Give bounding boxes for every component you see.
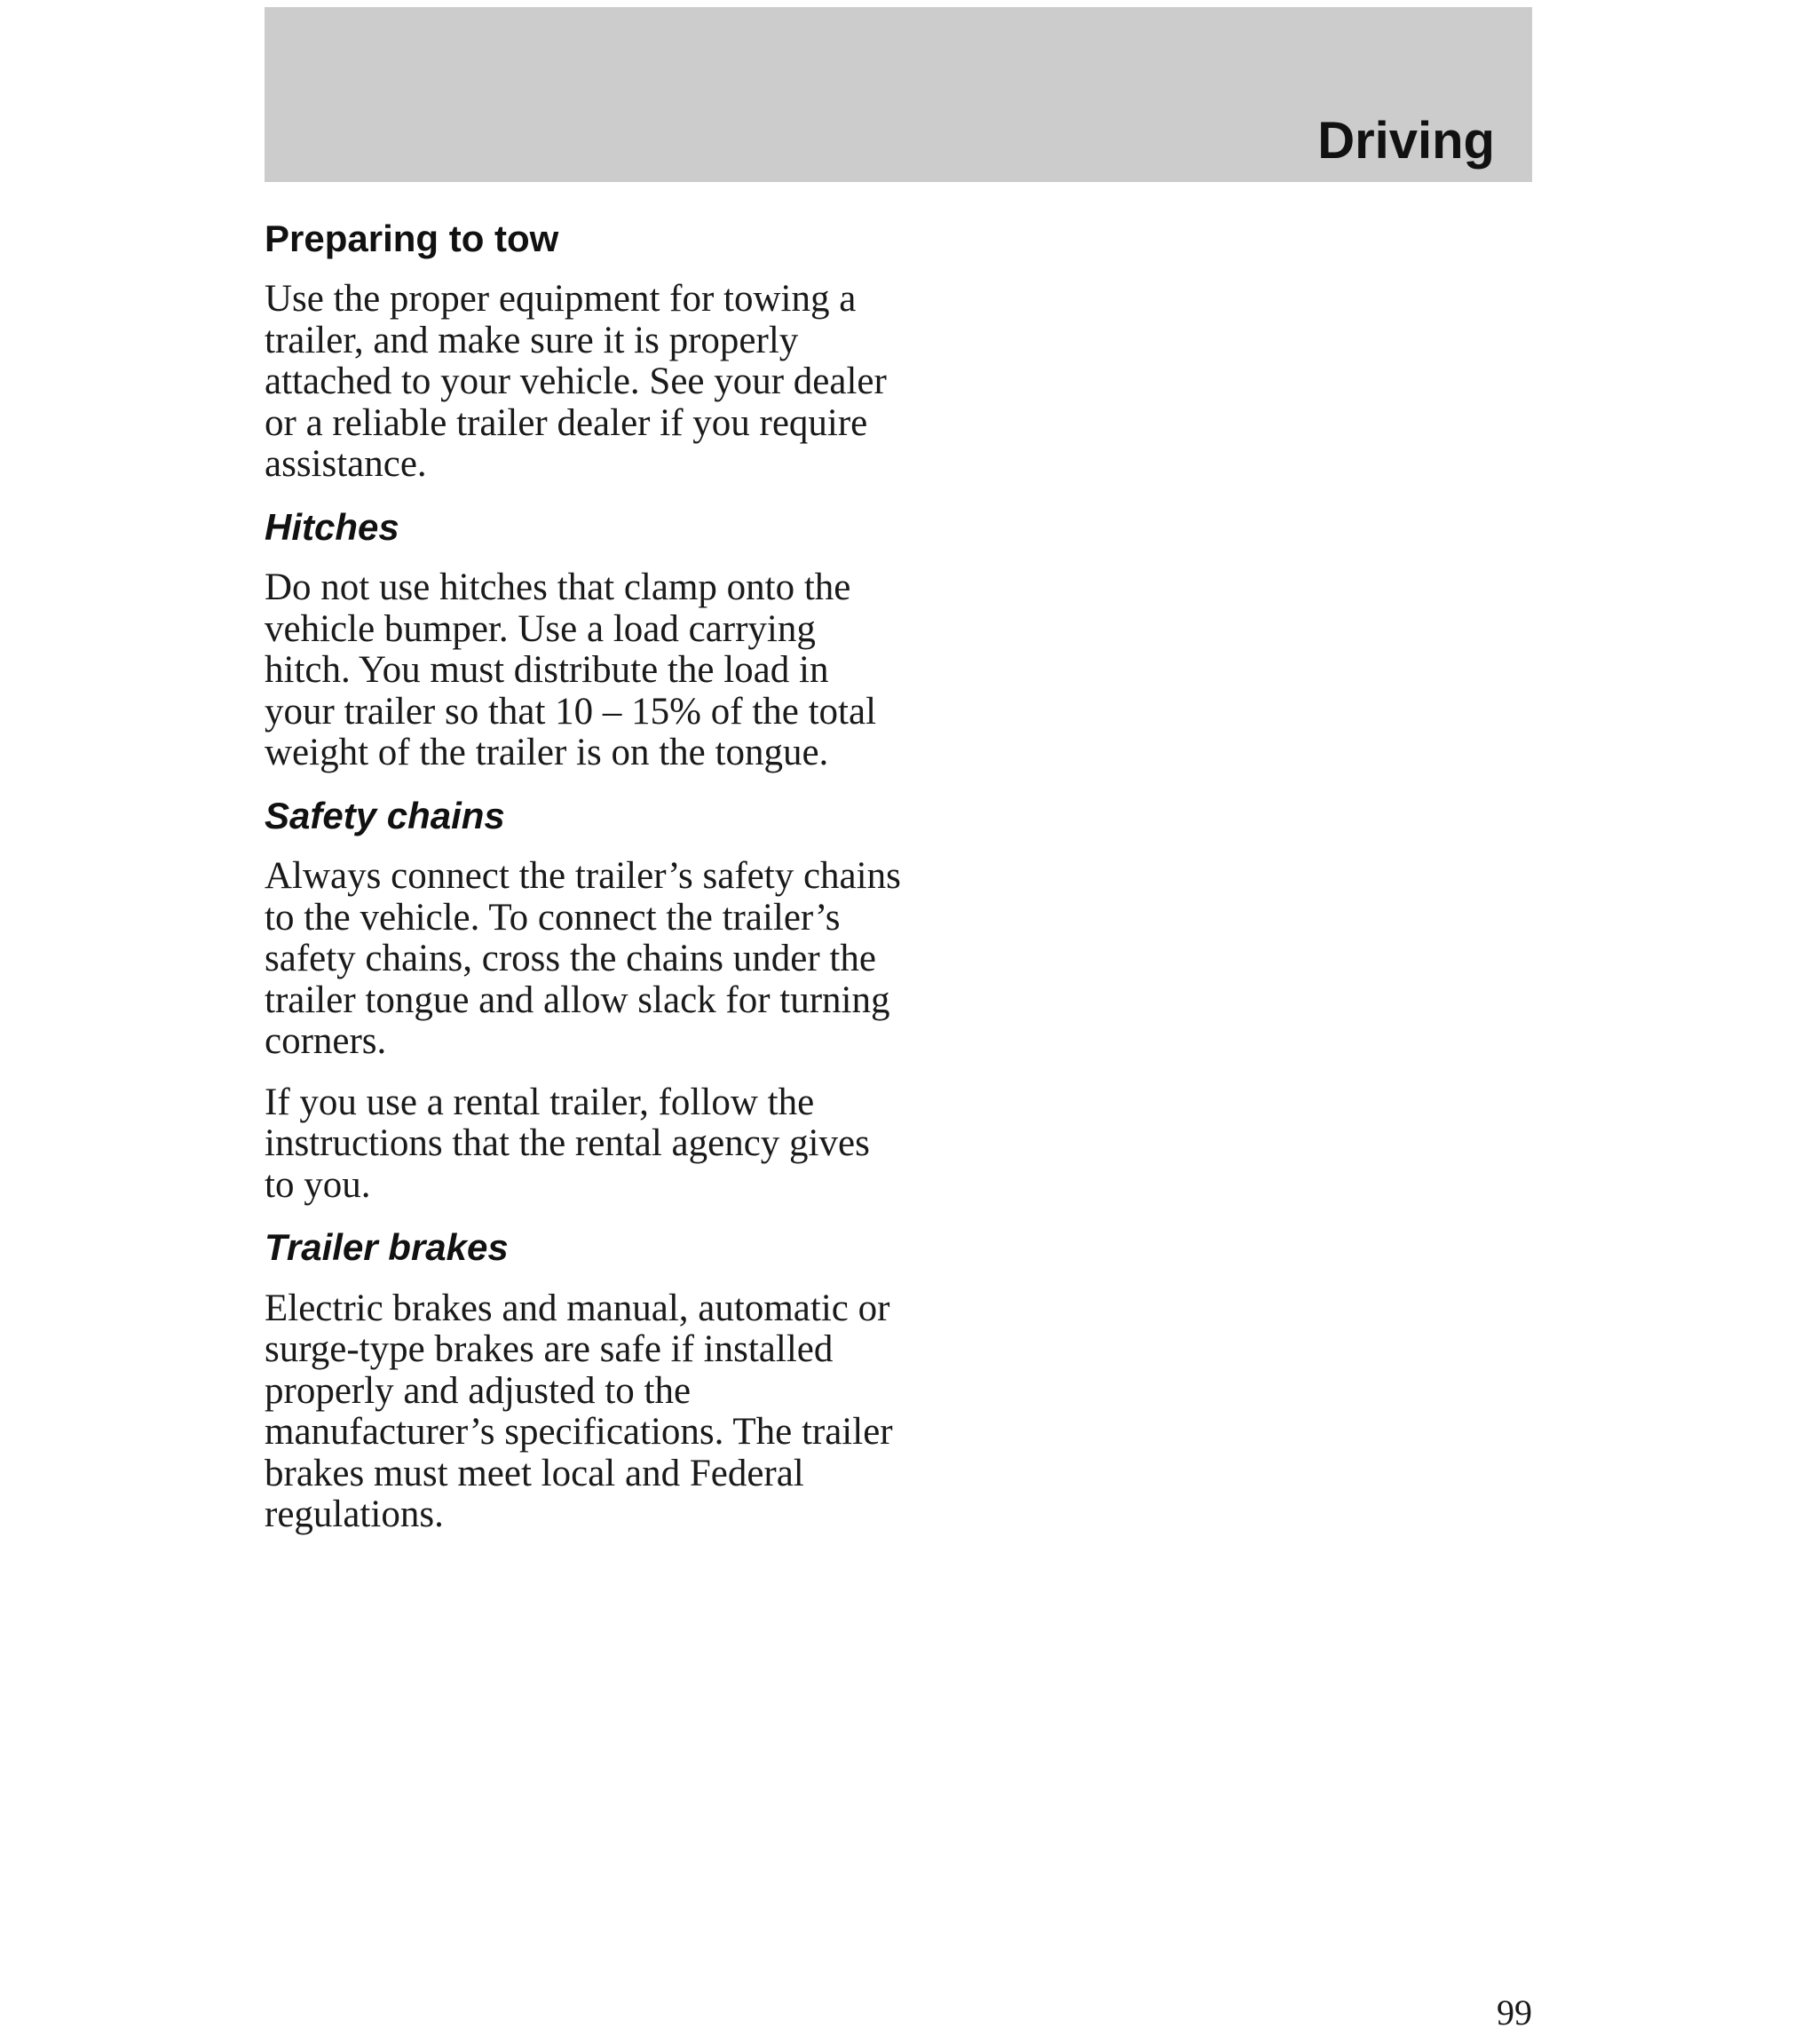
section-heading: Preparing to tow xyxy=(265,218,559,259)
page-content xyxy=(265,217,904,1556)
section-paragraph: If you use a rental trailer, follow the instructions that the rental agency gives to you. xyxy=(265,1081,870,1206)
section-preparing-to-tow xyxy=(265,217,904,486)
section-safety-chains xyxy=(265,794,904,1206)
section-paragraph: Use the proper equipment for towing a trailer, and make sure it is properly attached to your vehicle. See your dealer or a reliable trailer dealer if you require assistance. xyxy=(265,278,887,486)
section-paragraph: Electric brakes and manual, automatic or surge-type brakes are safe if installed properly and adjusted to the manufacturer’s specifications. The trailer brakes must meet local and Federal regulations. xyxy=(265,1287,893,1536)
subsection-heading: Safety chains xyxy=(265,794,505,836)
chapter-title: Driving xyxy=(1317,112,1495,170)
subsection-heading: Trailer brakes xyxy=(265,1226,509,1269)
section-paragraph: Always connect the trailer’s safety chains to the vehicle. To connect the trailer’s safety chains, cross the chains under the trailer tongue and allow slack for turning corners. xyxy=(265,855,901,1063)
section-paragraph: Do not use hitches that clamp onto the vehicle bumper. Use a load carrying hitch. You must distribute the load in your trailer so that 10 – 15% of the total weight of the trailer is on the tongue. xyxy=(265,566,877,774)
subsection-heading: Hitches xyxy=(265,505,399,548)
section-hitches xyxy=(265,505,904,774)
section-trailer-brakes xyxy=(265,1225,904,1535)
page-number: 99 xyxy=(1497,1993,1532,2032)
chapter-header xyxy=(265,7,1532,182)
